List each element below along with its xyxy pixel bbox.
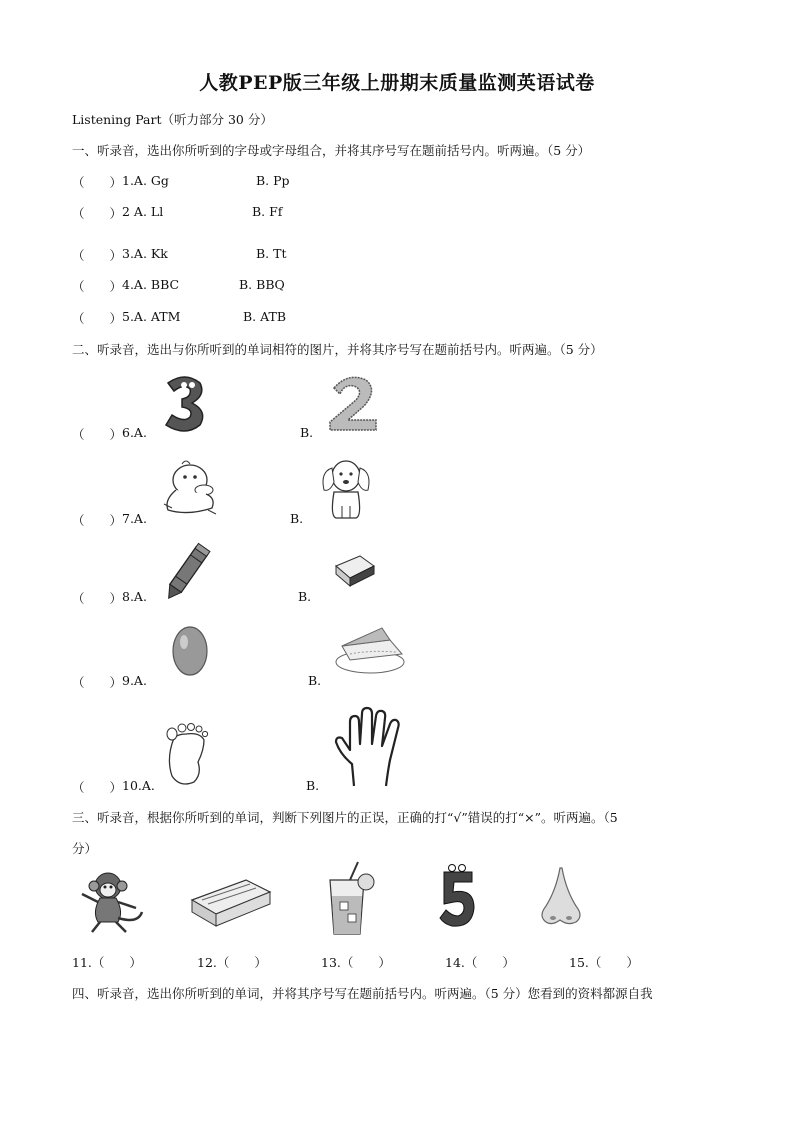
q10-option-b: B. [306, 778, 320, 793]
q2-bracket[interactable]: （ ） [72, 206, 123, 221]
hand-icon [332, 708, 408, 788]
pencil-box-icon [188, 876, 274, 928]
duck-icon [158, 460, 224, 516]
q9-option-b: B. [308, 673, 322, 688]
q5-bracket[interactable]: （ ） [72, 311, 123, 326]
number-five-icon [438, 864, 478, 930]
q3-option-b: B. Tt [256, 246, 287, 261]
q3-option-a: 3.A. Kk [122, 246, 168, 261]
section-1-heading: 一、听录音，选出你所听到的字母或字母组合，并将其序号写在题前括号内。听两遍。（5 分） [72, 143, 591, 158]
egg-icon [170, 624, 210, 678]
q3-bracket[interactable]: （ ） [72, 248, 123, 263]
q11-label[interactable]: 11.（ ） [72, 955, 142, 970]
q7-option-a: 7.A. [122, 511, 147, 526]
q5-option-b: B. ATB [243, 309, 286, 324]
crayon-icon [162, 540, 212, 604]
foot-icon [160, 718, 214, 788]
q8-option-b: B. [298, 589, 312, 604]
q6-option-a: 6.A. [122, 425, 147, 440]
q6-bracket[interactable]: （ ） [72, 427, 123, 442]
q13-label[interactable]: 13.（ ） [321, 955, 391, 970]
nose-icon [538, 866, 584, 928]
q8-bracket[interactable]: （ ） [72, 591, 123, 606]
section-4-heading: 四、听录音，选出你所听到的单词，并将其序号写在题前括号内。听两遍。（5 分）您看到的资料都源自我 [72, 986, 653, 1001]
q1-option-b: B. Pp [256, 173, 290, 188]
q9-bracket[interactable]: （ ） [72, 675, 123, 690]
q12-label[interactable]: 12.（ ） [197, 955, 267, 970]
section-3-heading-cont: 分） [72, 841, 98, 856]
q7-option-b: B. [290, 511, 304, 526]
dog-icon [318, 454, 374, 520]
page-title: 人教PEP版三年级上册期末质量监测英语试卷 [199, 72, 595, 94]
q5-option-a: 5.A. ATM [122, 309, 181, 324]
q10-bracket[interactable]: （ ） [72, 780, 123, 795]
q1-bracket[interactable]: （ ） [72, 175, 123, 190]
q14-label[interactable]: 14.（ ） [445, 955, 515, 970]
monkey-icon [78, 868, 146, 934]
section-3-heading: 三、听录音，根据你所听到的单词，判断下列图片的正误，正确的打“√”错误的打“×”。听两遍。（5 [72, 810, 618, 825]
number-two-icon [326, 372, 382, 432]
section-2-heading: 二、听录音，选出与你所听到的单词相符的图片，并将其序号写在题前括号内。听两遍。（5 分） [72, 342, 603, 357]
q4-bracket[interactable]: （ ） [72, 279, 123, 294]
cake-icon [330, 624, 406, 676]
q2-option-a: 2 A. Ll [122, 204, 164, 219]
q10-option-a: 10.A. [122, 778, 155, 793]
number-three-icon [160, 373, 210, 435]
q1-option-a: 1.A. Gg [122, 173, 169, 188]
q6-option-b: B. [300, 425, 314, 440]
q4-option-a: 4.A. BBC [122, 277, 180, 292]
q8-option-a: 8.A. [122, 589, 147, 604]
juice-icon [320, 860, 378, 938]
q7-bracket[interactable]: （ ） [72, 513, 123, 528]
q15-label[interactable]: 15.（ ） [569, 955, 639, 970]
eraser-icon [332, 552, 378, 590]
q2-option-b: B. Ff [252, 204, 283, 219]
listening-part-label: Listening Part（听力部分 30 分） [72, 112, 273, 127]
q9-option-a: 9.A. [122, 673, 147, 688]
q4-option-b: B. BBQ [239, 277, 285, 292]
